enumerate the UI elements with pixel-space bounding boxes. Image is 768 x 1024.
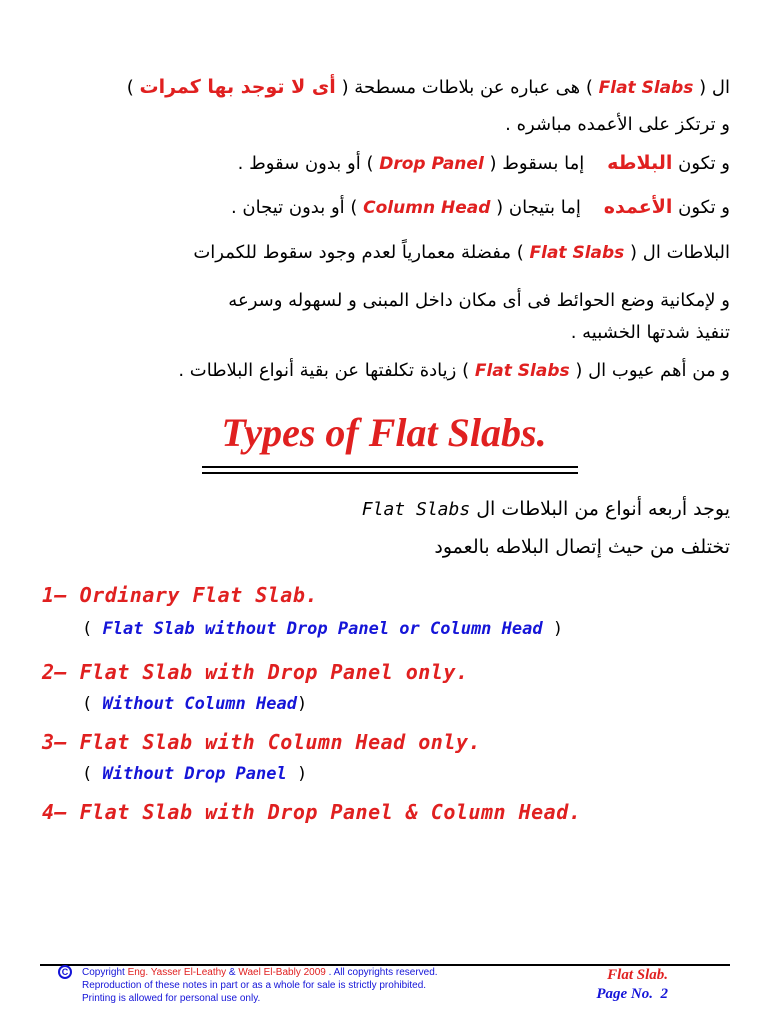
- highlight-columns: الأعمده: [603, 196, 673, 218]
- type-item-4: [42, 798, 581, 826]
- term-drop-panel: Drop Panel: [379, 154, 484, 174]
- type-number: 4: [42, 800, 55, 824]
- footer-line-1: [82, 966, 438, 979]
- type-label: Flat Slab with Drop Panel & Column Head.: [79, 800, 582, 824]
- author-2: Wael El-Bably 2009: [238, 967, 326, 978]
- text-segment: ) مفضلة معمارياً لعدم وجود سقوط للكمرات: [193, 242, 524, 263]
- footer-line-2: Reproduction of these notes in part or as a whole for sale is strictly prohibited.: [82, 980, 427, 991]
- footer-page-info: [596, 966, 668, 1004]
- highlight-no-beams: أى لا توجد بها كمرات: [139, 76, 336, 98]
- type-note-text: Flat Slab without Drop Panel or Column Head: [102, 619, 543, 639]
- title-underline-bottom: [202, 472, 578, 474]
- author-1: Eng. Yasser El-Leathy: [127, 967, 227, 978]
- type-item-3: [42, 728, 481, 756]
- text-segment: ) زيادة تكلفتها عن بقية أنواع البلاطات .: [178, 360, 470, 381]
- type-label: Flat Slab with Drop Panel only.: [79, 660, 469, 684]
- type-number: 1: [42, 583, 55, 607]
- paragraph-3: [231, 194, 730, 221]
- type-item-1: [42, 581, 318, 609]
- highlight-slab: البلاطه: [607, 152, 673, 174]
- paragraph-5-line-2: تنفيذ شدتها الخشبيه .: [570, 322, 730, 343]
- copyright-icon: C: [58, 965, 72, 979]
- type-note-1: ( Flat Slab without Drop Panel or Column Head ): [82, 619, 564, 639]
- text-segment: ) أو بدون تيجان .: [230, 197, 358, 218]
- term-column-head: Column Head: [363, 198, 491, 218]
- text-segment: و من أهم عيوب ال (: [575, 360, 730, 381]
- type-dash: –: [54, 660, 68, 684]
- text-segment: و تكون: [678, 197, 730, 218]
- type-note-text: Without Drop Panel: [102, 764, 287, 784]
- intro-line-2: تختلف من حيث إتصال البلاطه بالعمود: [434, 536, 730, 558]
- page-number: 2: [660, 986, 668, 1002]
- paragraph-5-line-1: و لإمكانية وضع الحوائط فى أى مكان داخل المبنى و لسهوله وسرعه: [228, 290, 730, 311]
- text-segment: . All copyrights reserved.: [325, 967, 438, 978]
- type-note-text: Without Column Head: [102, 694, 297, 714]
- title-underline-top: [202, 466, 578, 468]
- term-flat-slabs: Flat Slabs: [474, 361, 570, 381]
- paragraph-6: [178, 358, 730, 384]
- type-dash: –: [54, 730, 68, 754]
- paragraph-1-line-1: [127, 74, 730, 101]
- type-item-2: [42, 658, 468, 686]
- section-title: Types of Flat Slabs.: [221, 410, 547, 455]
- type-note-3: ( Without Drop Panel ): [82, 764, 308, 784]
- type-label: Ordinary Flat Slab.: [79, 583, 318, 607]
- text-segment: إما بتيجان (: [496, 197, 581, 218]
- type-label: Flat Slab with Column Head only.: [79, 730, 481, 754]
- type-dash: –: [54, 800, 68, 824]
- footer-page-number: [596, 985, 668, 1004]
- text-segment: ): [126, 77, 134, 98]
- text-segment: ) أو بدون سقوط .: [237, 153, 374, 174]
- paragraph-1-line-2: و ترتكز على الأعمده مباشره .: [505, 114, 730, 135]
- intro-line-1: [362, 496, 730, 523]
- type-note-2: ( Without Column Head): [82, 694, 308, 714]
- paragraph-2: [238, 150, 730, 177]
- footer-line-3: Printing is allowed for personal use only.: [82, 993, 261, 1004]
- text-segment: إما بسقوط (: [489, 153, 585, 174]
- term-flat-slabs: Flat Slabs: [361, 499, 471, 520]
- type-dash: –: [54, 583, 68, 607]
- type-number: 3: [42, 730, 55, 754]
- type-number: 2: [42, 660, 55, 684]
- text-segment: ) هى عباره عن بلاطات مسطحة (: [341, 77, 593, 98]
- text-segment: و تكون: [678, 153, 730, 174]
- footer-topic: Flat Slab.: [607, 967, 668, 983]
- footer-copyright: [82, 966, 438, 1005]
- text-segment: البلاطات ال (: [630, 242, 730, 263]
- term-flat-slabs: Flat Slabs: [598, 78, 694, 98]
- text-segment: &: [226, 967, 239, 978]
- text-segment: Copyright: [82, 967, 128, 978]
- text-segment: يوجد أربعه أنواع من البلاطات ال: [476, 498, 730, 520]
- paragraph-4: [193, 240, 730, 266]
- text-segment: ال (: [699, 77, 730, 98]
- term-flat-slabs: Flat Slabs: [529, 243, 625, 263]
- page-label: Page No.: [596, 986, 653, 1002]
